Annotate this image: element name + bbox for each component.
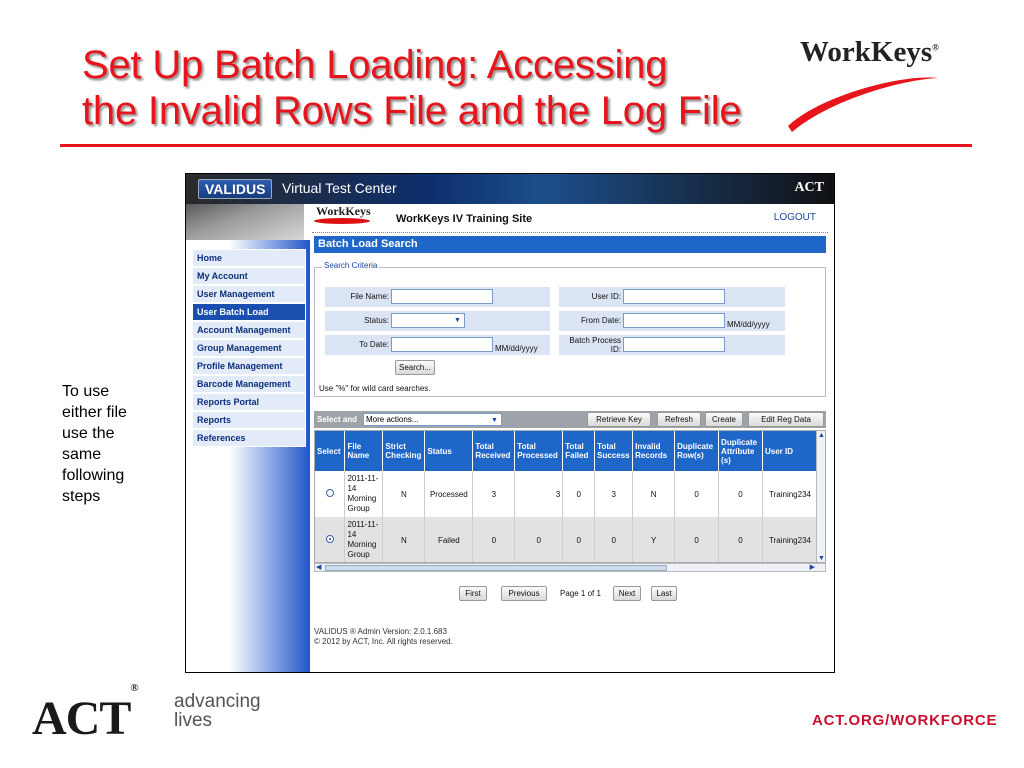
- side-note-line: use the: [62, 425, 115, 442]
- sidebar-item-references[interactable]: References: [192, 429, 306, 447]
- cell-user-id: Training234: [763, 517, 818, 563]
- scroll-down-icon[interactable]: ▼: [818, 555, 825, 562]
- file-name-label: File Name:: [350, 292, 389, 301]
- cell-duplicate-attribute: 0: [719, 517, 763, 563]
- workkeys-swoosh-icon: [780, 56, 940, 136]
- cell-total-success: 3: [595, 471, 633, 517]
- col-header-strict-checking: Strict Checking: [383, 431, 425, 471]
- sidebar-item-my-account[interactable]: My Account: [192, 267, 306, 285]
- section-title: Batch Load Search: [314, 236, 826, 253]
- cell-invalid-records: N: [633, 471, 675, 517]
- app-footer: [314, 627, 453, 647]
- sidebar-item-user-batch-load[interactable]: User Batch Load: [192, 303, 306, 321]
- slide-title: [82, 42, 741, 134]
- col-header-status: Status: [425, 431, 473, 471]
- status-select[interactable]: [391, 313, 465, 328]
- scroll-right-icon[interactable]: ▶: [809, 564, 815, 571]
- cell-status: Processed: [425, 471, 473, 517]
- sidebar-item-home[interactable]: Home: [192, 249, 306, 267]
- slide-title-line1: Set Up Batch Loading: Accessing: [82, 43, 668, 87]
- batch-process-label-line: ID:: [610, 345, 621, 354]
- header-corner-graphic: [186, 204, 304, 240]
- last-page-button[interactable]: Last: [651, 586, 677, 601]
- main-content: [314, 236, 826, 397]
- col-header-total-success: Total Success: [595, 431, 633, 471]
- status-label: Status:: [364, 316, 389, 325]
- col-header-duplicate-attribute: Duplicate Attribute (s): [719, 431, 763, 471]
- horizontal-scroll-thumb[interactable]: [325, 565, 667, 571]
- batch-results-table: [314, 430, 826, 563]
- col-header-total-received: Total Received: [473, 431, 515, 471]
- more-actions-value: More actions...: [366, 415, 419, 424]
- side-note-line: either file: [62, 404, 127, 421]
- act-logo-text: ACT: [32, 692, 131, 745]
- from-date-input[interactable]: [623, 313, 725, 328]
- scroll-up-icon[interactable]: ▲: [818, 432, 825, 439]
- col-header-total-processed: Total Processed: [515, 431, 563, 471]
- side-note-line: same: [62, 446, 102, 463]
- sidebar-item-reports[interactable]: Reports: [192, 411, 306, 429]
- cell-duplicate-attribute: 0: [719, 471, 763, 517]
- retrieve-key-button[interactable]: Retrieve Key: [587, 412, 651, 427]
- user-id-input[interactable]: [623, 289, 725, 304]
- edit-reg-data-button[interactable]: Edit Reg Data: [748, 412, 824, 427]
- actions-bar: [314, 411, 826, 428]
- sidebar-item-profile-management[interactable]: Profile Management: [192, 357, 306, 375]
- col-header-select: Select: [315, 431, 345, 471]
- col-header-total-failed: Total Failed: [563, 431, 595, 471]
- slide-title-line2: the Invalid Rows File and the Log File: [82, 89, 742, 133]
- search-button[interactable]: Search...: [395, 360, 435, 375]
- batch-process-id-input[interactable]: [623, 337, 725, 352]
- more-actions-select[interactable]: [363, 413, 502, 426]
- col-header-file-name: File Name: [345, 431, 383, 471]
- title-rule: [60, 144, 972, 147]
- first-page-button[interactable]: First: [459, 586, 487, 601]
- actions-label: Select and: [317, 415, 358, 424]
- table-row[interactable]: [315, 471, 818, 517]
- col-header-user-id: User ID: [763, 431, 818, 471]
- table-vertical-scrollbar[interactable]: [816, 431, 825, 563]
- from-date-format: MM/dd/yyyy: [727, 320, 770, 329]
- workkeys-mini-swoosh-icon: [314, 218, 370, 224]
- sidebar-item-group-management[interactable]: Group Management: [192, 339, 306, 357]
- sidebar-item-barcode-management[interactable]: Barcode Management: [192, 375, 306, 393]
- row-select-cell[interactable]: [315, 471, 345, 517]
- cell-status: Failed: [425, 517, 473, 563]
- act-tagline: [174, 692, 261, 730]
- cell-user-id: Training234: [763, 471, 818, 517]
- to-date-input[interactable]: [391, 337, 493, 352]
- side-note-line: steps: [62, 488, 101, 505]
- cell-strict-checking: N: [383, 471, 425, 517]
- app-header-bar: [186, 174, 835, 204]
- act-logo: ACT®: [32, 682, 138, 745]
- workkeys-logo-text: WorkKeys: [800, 36, 933, 68]
- refresh-button[interactable]: Refresh: [657, 412, 701, 427]
- batch-process-id-label: [559, 336, 621, 354]
- row-select-cell[interactable]: [315, 517, 345, 563]
- sidebar-nav: [192, 249, 306, 447]
- cell-strict-checking: N: [383, 517, 425, 563]
- row-select-radio[interactable]: [326, 535, 334, 543]
- to-date-label: To Date:: [359, 340, 389, 349]
- cell-total-received: 0: [473, 517, 515, 563]
- wildcard-hint: Use "%" for wild card searches.: [319, 384, 431, 393]
- logout-link[interactable]: LOGOUT: [773, 212, 816, 223]
- site-title: WorkKeys IV Training Site: [396, 213, 533, 225]
- act-mark: ACT: [794, 180, 824, 195]
- from-date-label: From Date:: [580, 316, 621, 325]
- create-button[interactable]: Create: [705, 412, 743, 427]
- previous-page-button[interactable]: Previous: [501, 586, 547, 601]
- search-criteria-legend: Search Criteria: [324, 261, 378, 270]
- user-id-label: User ID:: [591, 292, 621, 301]
- table-row[interactable]: [315, 517, 818, 563]
- file-name-input[interactable]: [391, 289, 493, 304]
- cell-duplicate-rows: 0: [675, 517, 719, 563]
- chevron-down-icon: ▼: [454, 317, 461, 324]
- cell-total-success: 0: [595, 517, 633, 563]
- sidebar-item-account-management[interactable]: Account Management: [192, 321, 306, 339]
- app-title: Virtual Test Center: [282, 180, 397, 196]
- chevron-down-icon: ▼: [491, 417, 498, 424]
- col-header-invalid-records: Invalid Records: [633, 431, 675, 471]
- cell-total-processed: 3: [515, 471, 563, 517]
- to-date-format: MM/dd/yyyy: [495, 344, 538, 353]
- workkeys-mark: WorkKeys: [316, 204, 371, 218]
- row-select-radio[interactable]: [326, 489, 334, 497]
- sidebar-item-reports-portal[interactable]: Reports Portal: [192, 393, 306, 411]
- cell-duplicate-rows: 0: [675, 471, 719, 517]
- workforce-url: ACT.ORG/WORKFORCE: [812, 712, 998, 729]
- cell-total-failed: 0: [563, 471, 595, 517]
- table-header-row: [315, 431, 818, 471]
- app-screenshot: [185, 173, 835, 673]
- page-indicator: Page 1 of 1: [560, 589, 601, 598]
- table-horizontal-scrollbar[interactable]: [314, 563, 826, 572]
- header-divider: [312, 232, 828, 233]
- cell-total-failed: 0: [563, 517, 595, 563]
- copyright-text: © 2012 by ACT, Inc. All rights reserved.: [314, 637, 453, 646]
- cell-file-name: 2011-11-14 Morning Group: [345, 471, 383, 517]
- side-note-line: following: [62, 467, 125, 484]
- next-page-button[interactable]: Next: [613, 586, 641, 601]
- cell-file-name: 2011-11-14 Morning Group: [345, 517, 383, 563]
- col-header-duplicate-rows: Duplicate Row(s): [675, 431, 719, 471]
- pagination: [314, 584, 826, 602]
- act-tagline-line: advancing: [174, 691, 261, 712]
- sidebar-item-user-management[interactable]: User Management: [192, 285, 306, 303]
- version-text: VALIDUS ® Admin Version: 2.0.1.683: [314, 627, 447, 636]
- search-criteria-panel: [314, 261, 826, 397]
- cell-total-received: 3: [473, 471, 515, 517]
- cell-total-processed: 0: [515, 517, 563, 563]
- act-tagline-line: lives: [174, 710, 213, 731]
- side-note-line: To use: [62, 383, 110, 400]
- workkeys-logo: WorkKeys®: [800, 36, 939, 68]
- side-note: [62, 381, 172, 507]
- cell-invalid-records: Y: [633, 517, 675, 563]
- batch-process-label-line: Batch Process: [569, 336, 621, 345]
- scroll-left-icon[interactable]: ◀: [316, 564, 322, 571]
- validus-logo: VALIDUS: [198, 179, 272, 199]
